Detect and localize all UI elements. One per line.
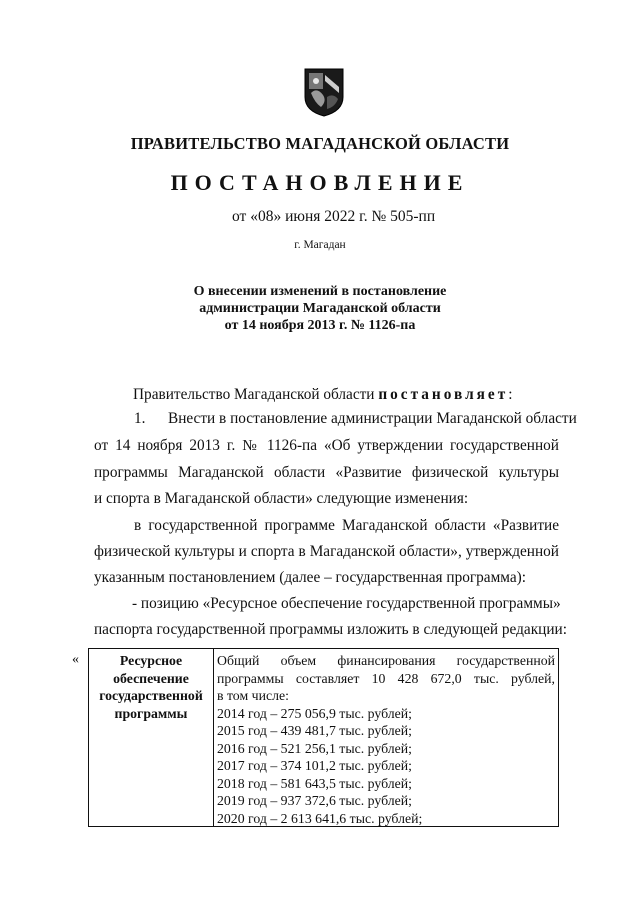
paragraph-3-line: паспорта государственной программы изложить в следующей редакции: (94, 621, 567, 638)
funding-year-line: 2020 год – 2 613 641,6 тыс. рублей; (217, 810, 423, 826)
paragraph-1-line: и спорта в Магаданской области» следующие изменения: (94, 490, 469, 507)
table-cell-content (217, 652, 555, 827)
document-city: г. Магадан (294, 239, 346, 251)
resource-table (88, 648, 559, 827)
paragraph-1-line: Внести в постановление администрации Магаданской области (168, 410, 577, 427)
funding-year-line: 2017 год – 374 101,2 тыс. рублей; (217, 758, 412, 773)
funding-total-line: программы составляет 10 428 672,0 тыс. рублей, (217, 670, 555, 686)
paragraph-1-number: 1. (134, 410, 146, 427)
intro-text: Правительство Магаданской области (133, 386, 379, 403)
document-subject (0, 283, 640, 334)
paragraph-3-line: - позицию «Ресурсное обеспечение государственной программы» (132, 595, 561, 612)
row-header-line: программы (114, 705, 188, 721)
paragraph-1-line: программы Магаданской области «Развитие физической культуры (94, 464, 559, 481)
document-date-number: от «08» июня 2022 г. № 505-пп (232, 208, 436, 225)
document-type-title: ПОСТАНОВЛЕНИЕ (170, 170, 470, 195)
subject-line: О внесении изменений в постановление (193, 284, 447, 299)
funding-total-line: Общий объем финансирования государственной (217, 653, 555, 668)
paragraph-2-line: физической культуры и спорта в Магаданской области», утвержденной (94, 543, 559, 560)
table-divider (213, 649, 214, 826)
row-header-line: обеспечение (113, 670, 189, 686)
subject-line: от 14 ноября 2013 г. № 1126-па (224, 318, 416, 333)
intro-colon: : (508, 386, 513, 403)
intro-decides: постановляет (378, 386, 509, 403)
opening-quote: « (72, 652, 79, 667)
funding-year-line: 2019 год – 937 372,6 тыс. рублей; (217, 793, 412, 808)
coat-of-arms-icon (303, 67, 345, 117)
intro-paragraph (133, 386, 512, 404)
row-header-line: Ресурсное (119, 653, 183, 668)
table-row-header (89, 652, 213, 722)
funding-year-line: 2014 год – 275 056,9 тыс. рублей; (217, 705, 412, 721)
organization-title: ПРАВИТЕЛЬСТВО МАГАДАНСКОЙ ОБЛАСТИ (130, 134, 510, 153)
subject-line: администрации Магаданской области (199, 301, 441, 316)
paragraph-1-line: от 14 ноября 2013 г. № 1126-па «Об утверждении государственной (94, 437, 559, 454)
paragraph-2-line: указанным постановлением (далее – государственная программа): (94, 569, 526, 586)
row-header-line: государственной (99, 688, 203, 703)
funding-year-line: 2018 год – 581 643,5 тыс. рублей; (217, 775, 412, 791)
funding-year-line: 2016 год – 521 256,1 тыс. рублей; (217, 740, 412, 756)
funding-year-line: 2015 год – 439 481,7 тыс. рублей; (217, 723, 412, 738)
paragraph-2-line: в государственной программе Магаданской области «Развитие (134, 517, 559, 534)
funding-total-line: в том числе: (217, 688, 289, 703)
